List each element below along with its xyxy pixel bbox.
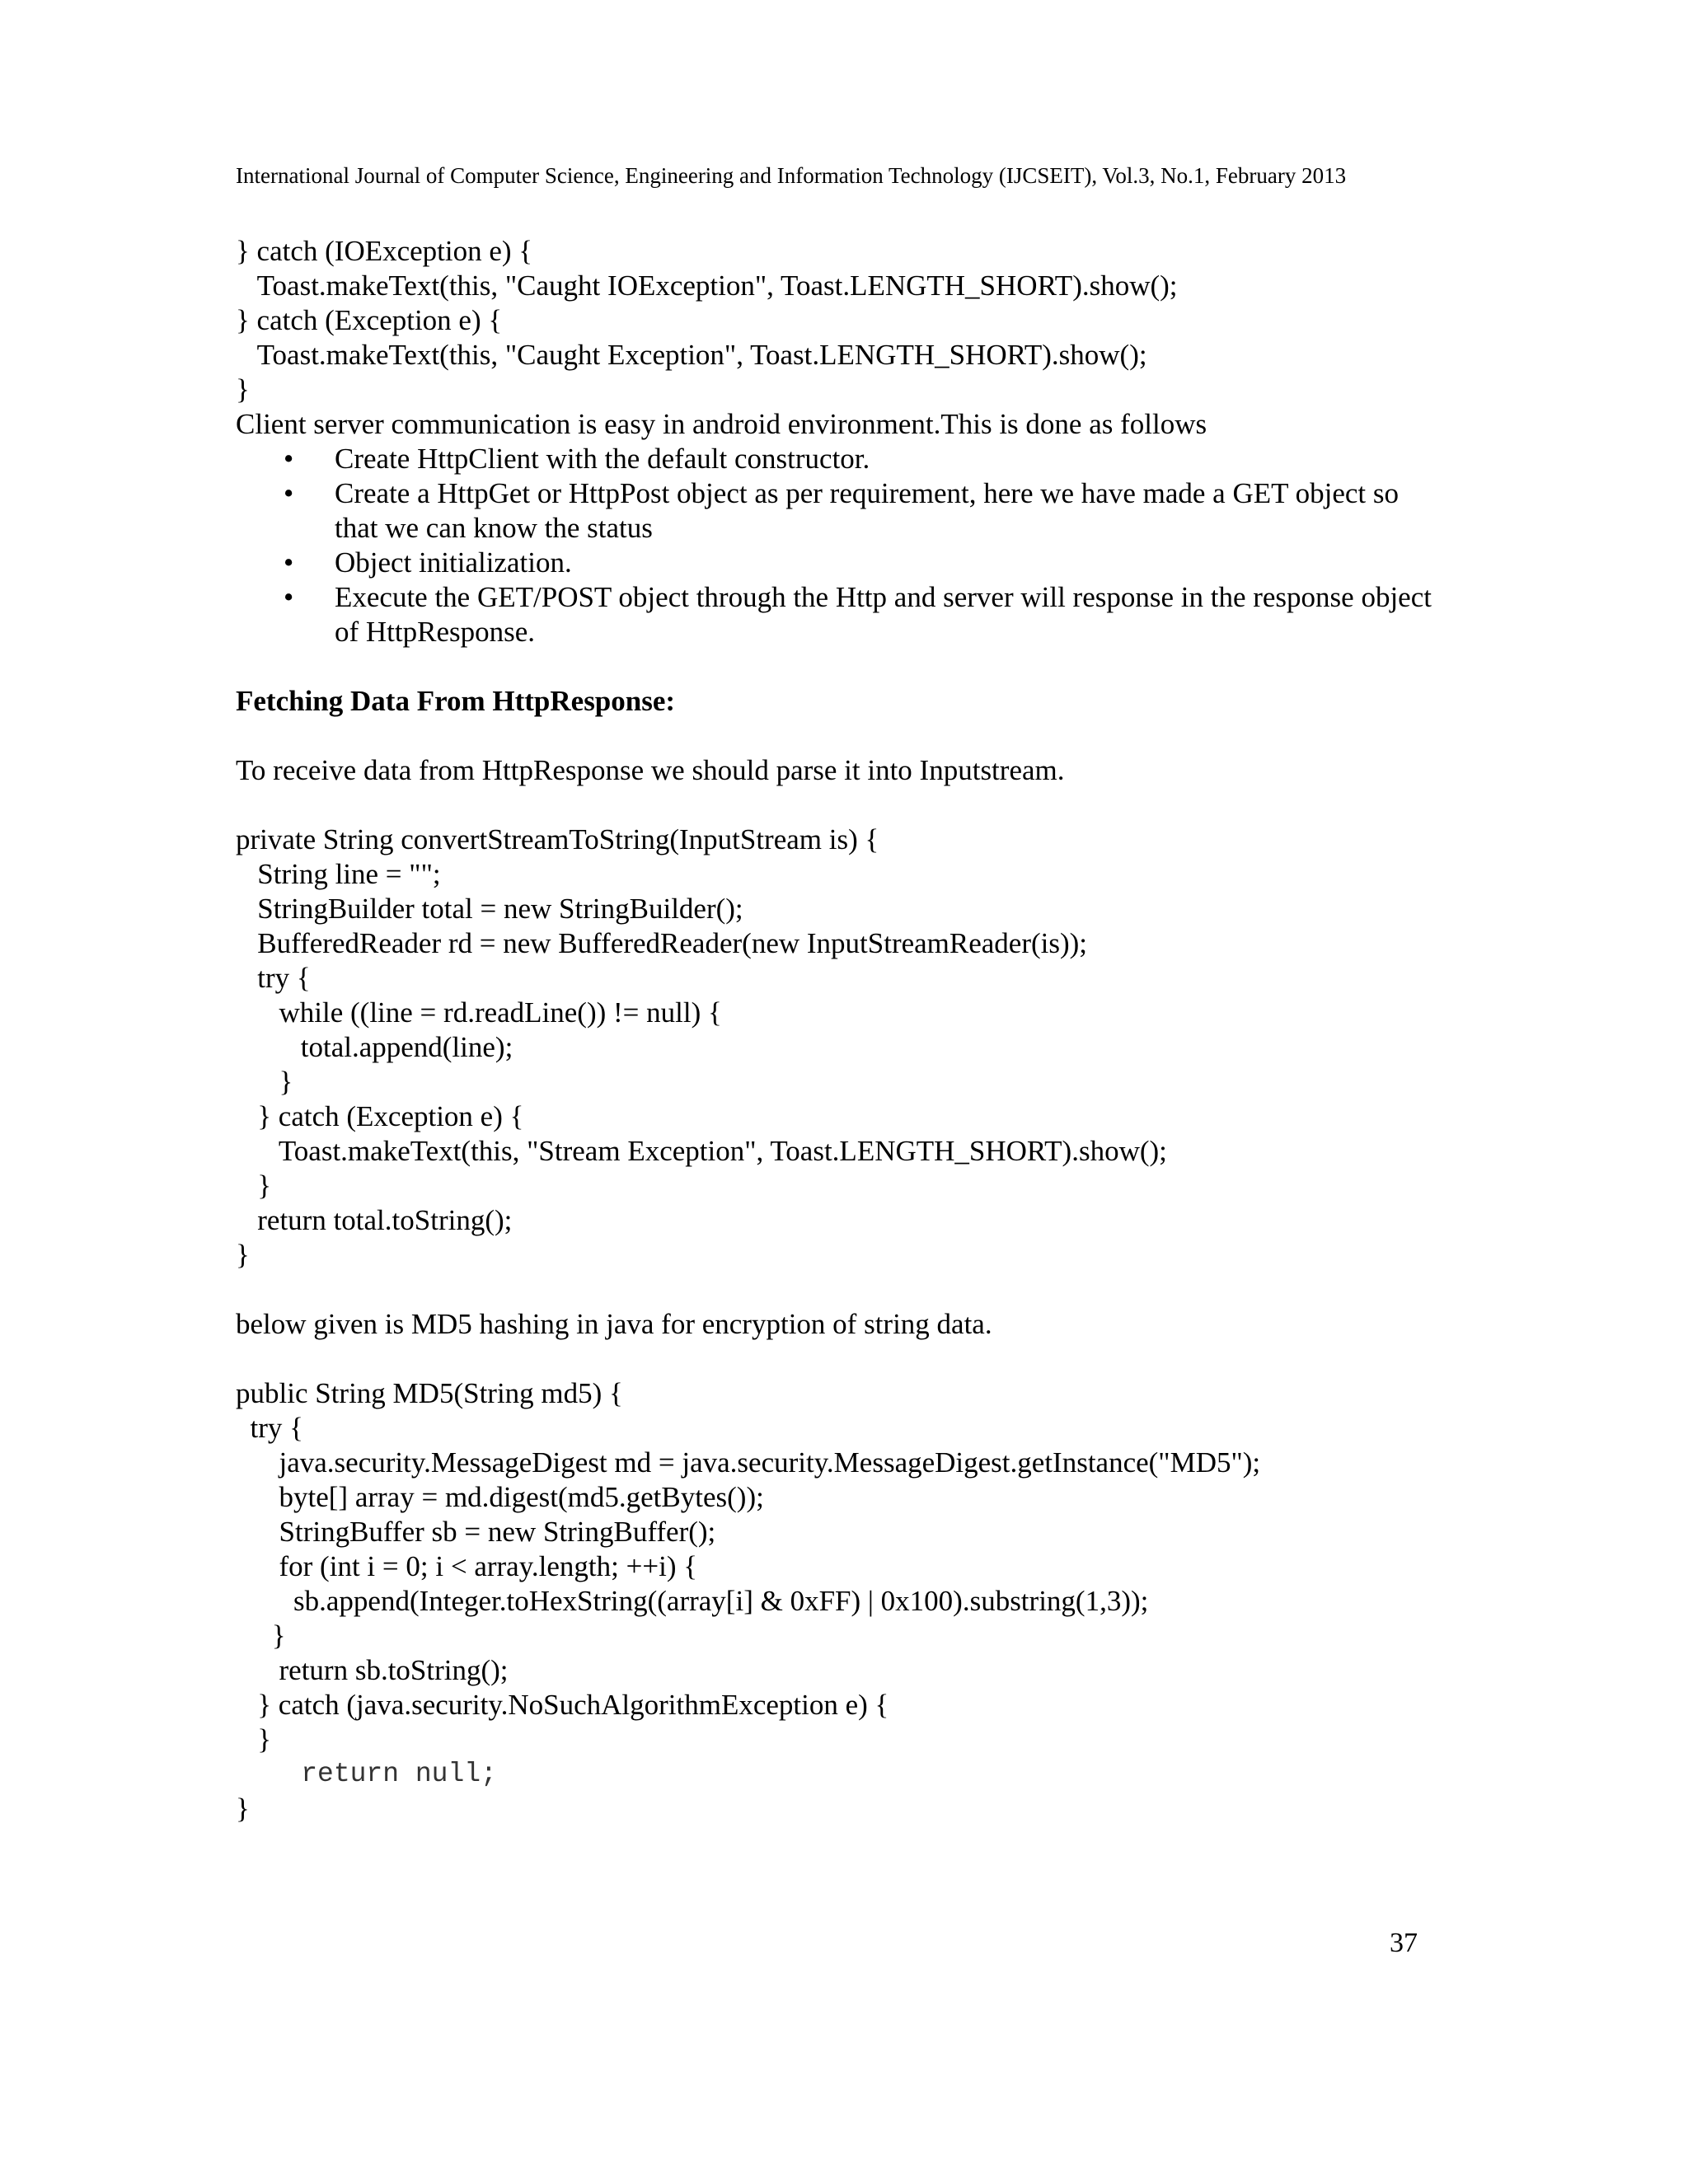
code-line: return sb.toString(); xyxy=(236,1654,509,1686)
code-line: } xyxy=(236,373,250,405)
md5-paragraph: below given is MD5 hashing in java for encryption of string data. xyxy=(236,1308,992,1340)
list-item-text: Object initialization. xyxy=(335,546,572,579)
code-line: } xyxy=(236,1619,286,1652)
code-line: private String convertStreamToString(InputStream is) { xyxy=(236,823,879,855)
code-line: String line = ""; xyxy=(236,858,441,890)
code-line: } catch (java.security.NoSuchAlgorithmException e) { xyxy=(236,1689,889,1721)
list-item xyxy=(236,546,1439,580)
code-block-exception-handling xyxy=(236,234,1439,407)
code-line: byte[] array = md.digest(md5.getBytes()); xyxy=(236,1481,764,1513)
code-line: return total.toString(); xyxy=(236,1204,513,1236)
code-line: } xyxy=(236,1239,250,1271)
running-header: International Journal of Computer Science, Engineering and Information Technology (IJCSEIT), Vol.3, No.1, February 2013 xyxy=(236,163,1347,188)
bullet-icon: • xyxy=(284,581,294,613)
code-line: } xyxy=(236,1723,272,1755)
code-line: } catch (IOException e) { xyxy=(236,235,533,267)
section-heading: Fetching Data From HttpResponse: xyxy=(236,685,676,717)
code-line: BufferedReader rd = new BufferedReader(new InputStreamReader(is)); xyxy=(236,927,1088,959)
code-block-convert-stream xyxy=(236,823,1439,1272)
bullet-icon: • xyxy=(284,546,294,579)
code-line: } xyxy=(236,1066,293,1098)
fetch-paragraph: To receive data from HttpResponse we should parse it into Inputstream. xyxy=(236,754,1065,786)
code-line: try { xyxy=(236,962,311,994)
page-number: 37 xyxy=(1390,1928,1418,1958)
bullet-icon: • xyxy=(284,443,294,475)
code-line: } catch (Exception e) { xyxy=(236,304,503,336)
steps-list xyxy=(236,442,1439,649)
code-block-md5 xyxy=(236,1376,1439,1826)
code-line: } xyxy=(236,1793,250,1825)
page-body xyxy=(236,234,1439,1826)
list-item-text: Create a HttpGet or HttpPost object as per requirement, here we have made a GET object so that we can know the status xyxy=(335,477,1399,544)
code-line: total.append(line); xyxy=(236,1031,513,1063)
code-line: Toast.makeText(this, "Stream Exception", Toast.LENGTH_SHORT).show(); xyxy=(236,1135,1167,1167)
code-line: Toast.makeText(this, "Caught IOException", Toast.LENGTH_SHORT).show(); xyxy=(236,269,1178,302)
code-line: for (int i = 0; i < array.length; ++i) { xyxy=(236,1550,698,1582)
code-line: public String MD5(String md5) { xyxy=(236,1377,623,1409)
list-item-text: Create HttpClient with the default constructor. xyxy=(335,443,870,475)
code-line: } catch (Exception e) { xyxy=(236,1100,524,1132)
list-item xyxy=(236,442,1439,476)
code-line: java.security.MessageDigest md = java.security.MessageDigest.getInstance("MD5"); xyxy=(236,1446,1261,1479)
code-line: sb.append(Integer.toHexString((array[i] & 0xFF) | 0x100).substring(1,3)); xyxy=(236,1585,1149,1617)
code-line: StringBuilder total = new StringBuilder(); xyxy=(236,893,743,925)
list-item xyxy=(236,580,1439,649)
code-line: Toast.makeText(this, "Caught Exception", Toast.LENGTH_SHORT).show(); xyxy=(236,339,1147,371)
bullet-icon: • xyxy=(284,477,294,509)
code-line: } xyxy=(236,1169,272,1202)
intro-paragraph: Client server communication is easy in android environment.This is done as follows xyxy=(236,408,1207,440)
code-line: try { xyxy=(236,1412,303,1444)
list-item xyxy=(236,476,1439,546)
list-item-text: Execute the GET/POST object through the Http and server will response in the response object of HttpResponse. xyxy=(335,581,1432,648)
code-line: StringBuffer sb = new StringBuffer(); xyxy=(236,1516,716,1548)
code-line: while ((line = rd.readLine()) != null) { xyxy=(236,996,722,1029)
code-line-monospace: return null; xyxy=(236,1759,497,1789)
